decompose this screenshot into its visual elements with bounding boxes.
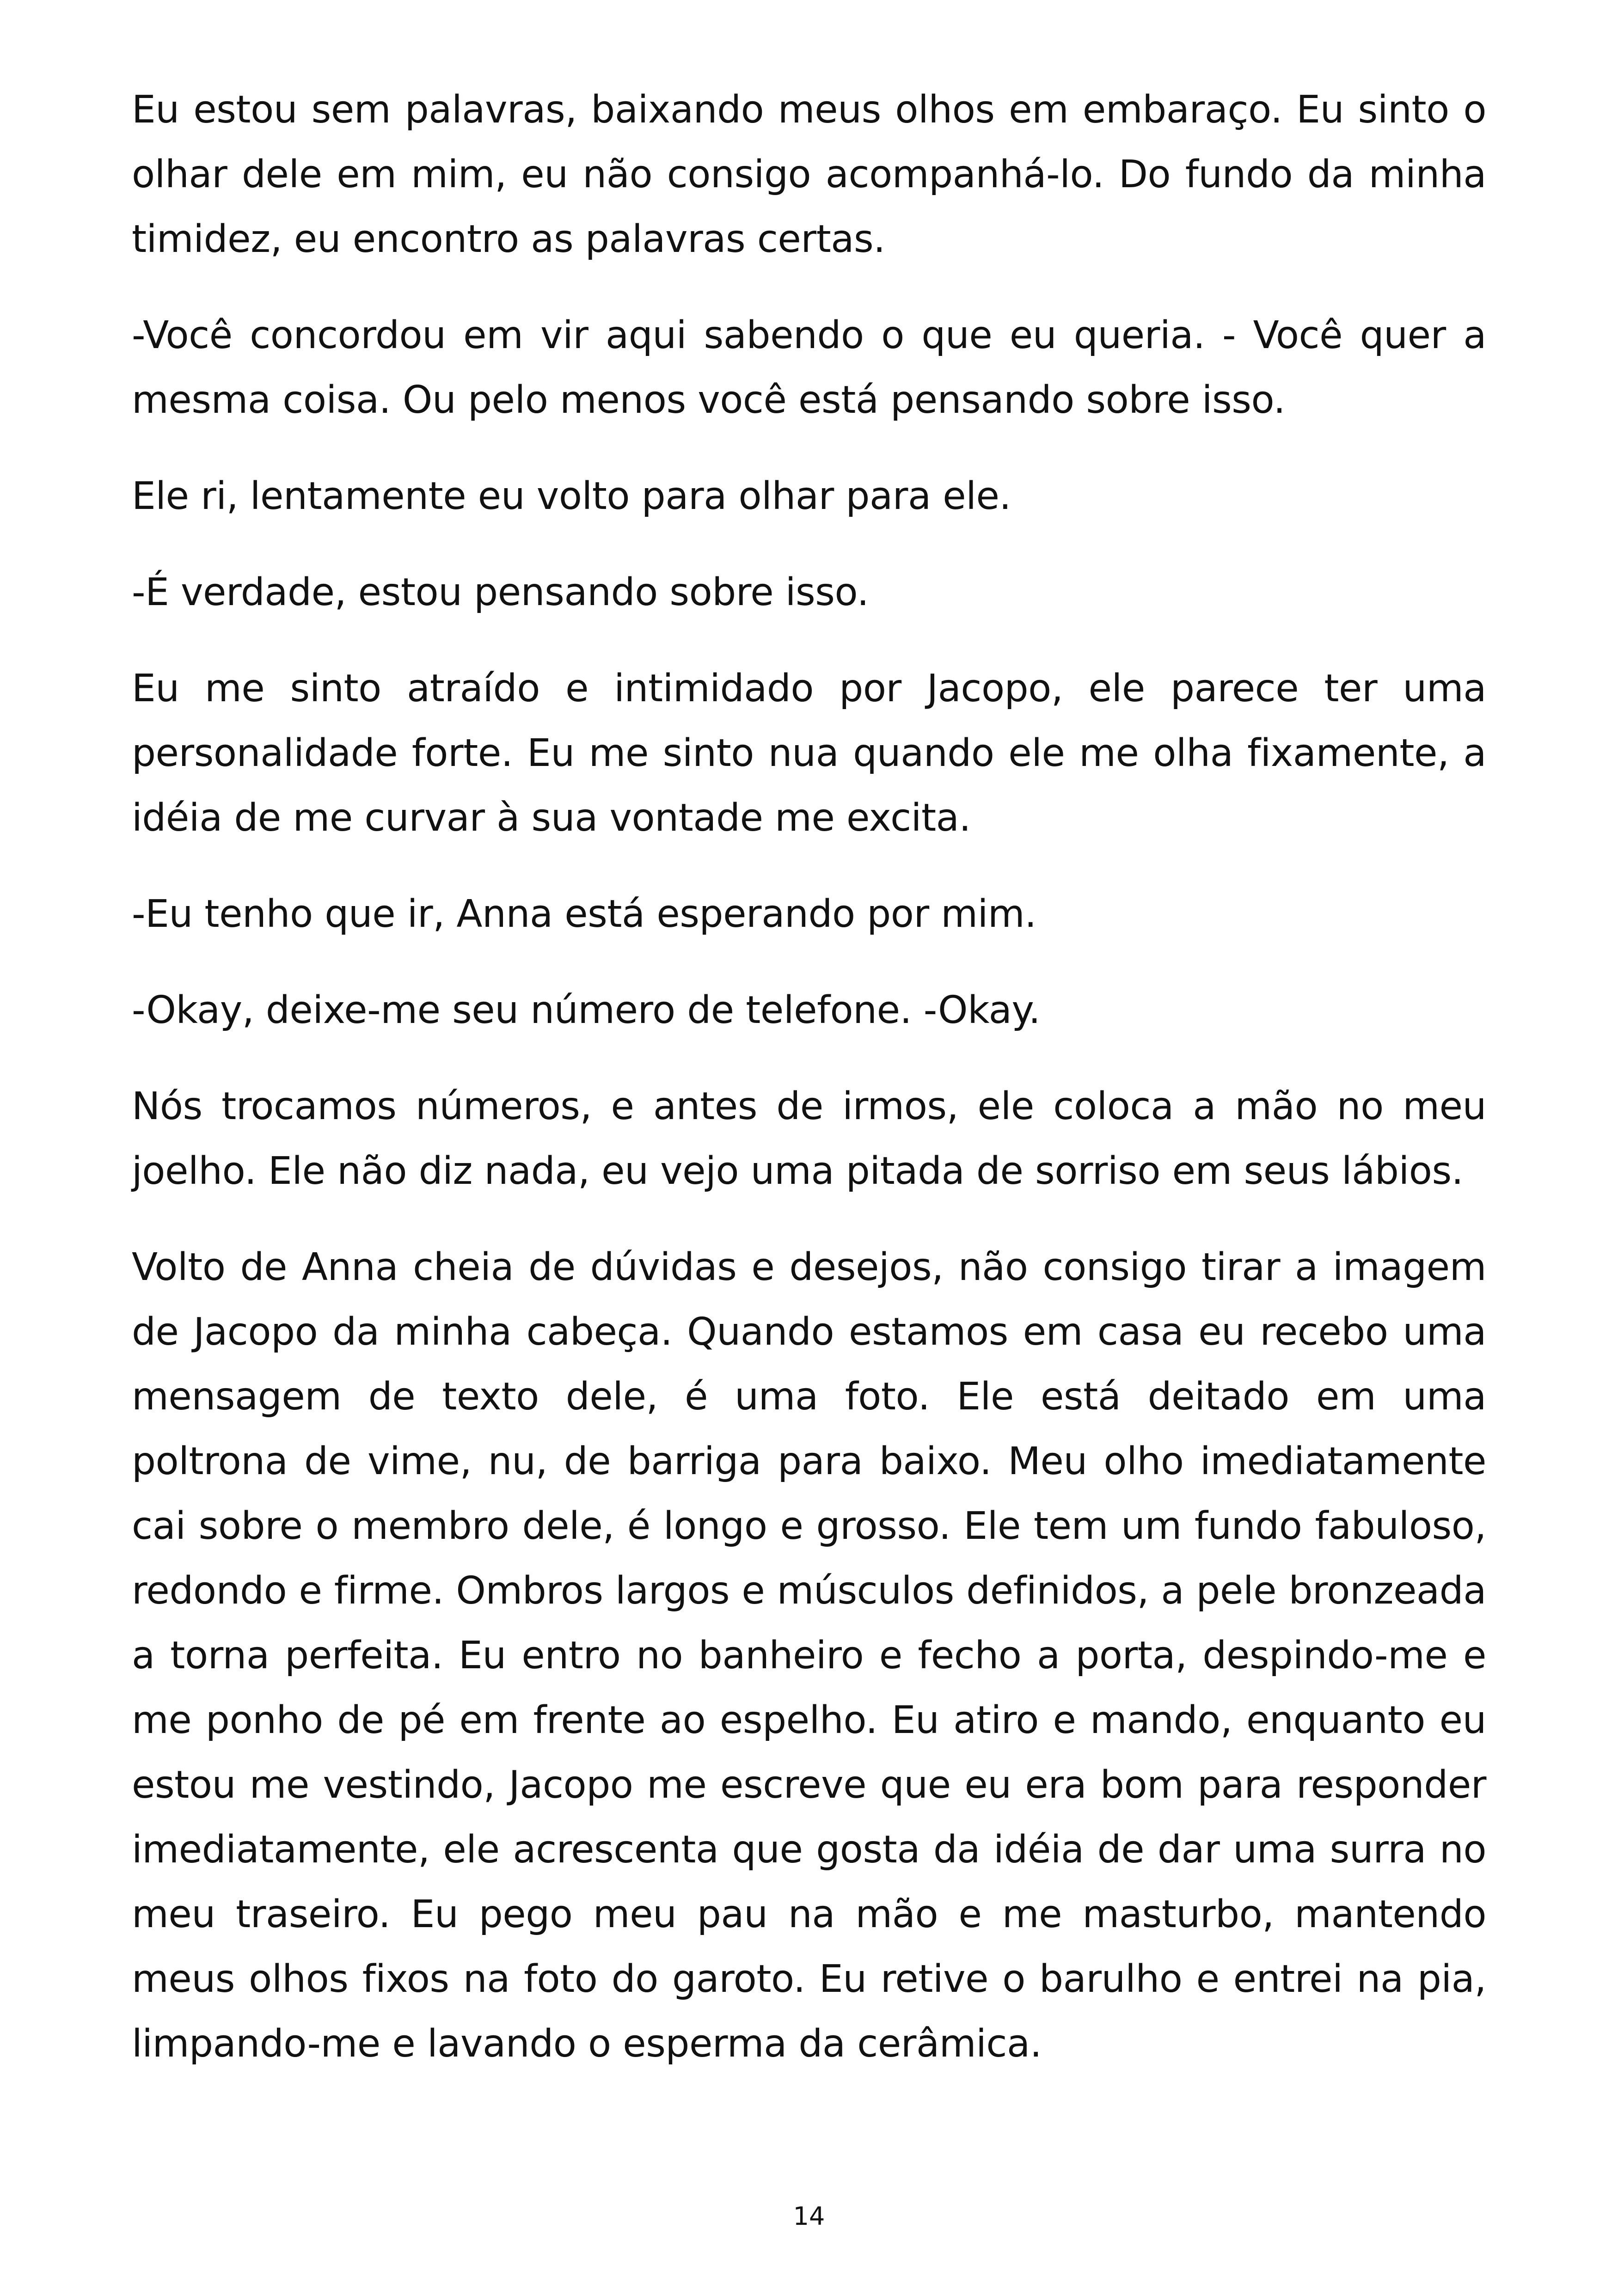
- paragraph-2: -Você concordou em vir aqui sabendo o que eu queria. - Você quer a mesma coisa. Ou pelo menos você está pensando sobre isso.: [132, 313, 1486, 422]
- page-number: 14: [793, 2202, 825, 2231]
- paragraph-1: Eu estou sem palavras, baixando meus olhos em embaraço. Eu sinto o olhar dele em mim, eu não consigo acompanhá-lo. Do fundo da minha timidez, eu encontro as palavras certas.: [132, 88, 1486, 261]
- body-text: [132, 78, 1486, 2108]
- paragraph-3: Ele ri, lentamente eu volto para olhar para ele.: [132, 474, 1011, 518]
- paragraph-6: -Eu tenho que ir, Anna está esperando por mim.: [132, 892, 1036, 936]
- paragraph-4: -É verdade, estou pensando sobre isso.: [132, 570, 869, 614]
- paragraph-5: Eu me sinto atraído e intimidado por Jacopo, ele parece ter uma personalidade forte. Eu me sinto nua quando ele me olha fixamente, a idéia de me curvar à sua vontade me excita.: [132, 667, 1486, 840]
- paragraph-7: -Okay, deixe-me seu número de telefone. -Okay.: [132, 988, 1041, 1032]
- paragraph-9: Volto de Anna cheia de dúvidas e desejos, não consigo tirar a imagem de Jacopo da minha cabeça. Quando estamos em casa eu recebo uma mensagem de texto dele, é uma foto. Ele está deitado em uma poltrona de vime, nu, de barriga para baixo. Meu olho imediatamente cai sobre o membro dele, é longo e grosso. Ele tem um fundo fabuloso, redondo e firme. Ombros largos e músculos definidos, a pele bronzeada a torna perfeita. Eu entro no banheiro e fecho a porta, despindo-me e me ponho de pé em frente ao espelho. Eu atiro e mando, enquanto eu estou me vestindo, Jacopo me escreve que eu era bom para responder imediatamente, ele acrescenta que gosta da idéia de dar uma surra no meu traseiro. Eu pego meu pau na mão e me masturbo, mantendo meus olhos fixos na foto do garoto. Eu retive o barulho e entrei na pia, limpando-me e lavando o esperma da cerâmica.: [132, 1245, 1486, 2066]
- paragraph-8: Nós trocamos números, e antes de irmos, ele coloca a mão no meu joelho. Ele não diz nada, eu vejo uma pitada de sorriso em seus lábios.: [132, 1084, 1486, 1193]
